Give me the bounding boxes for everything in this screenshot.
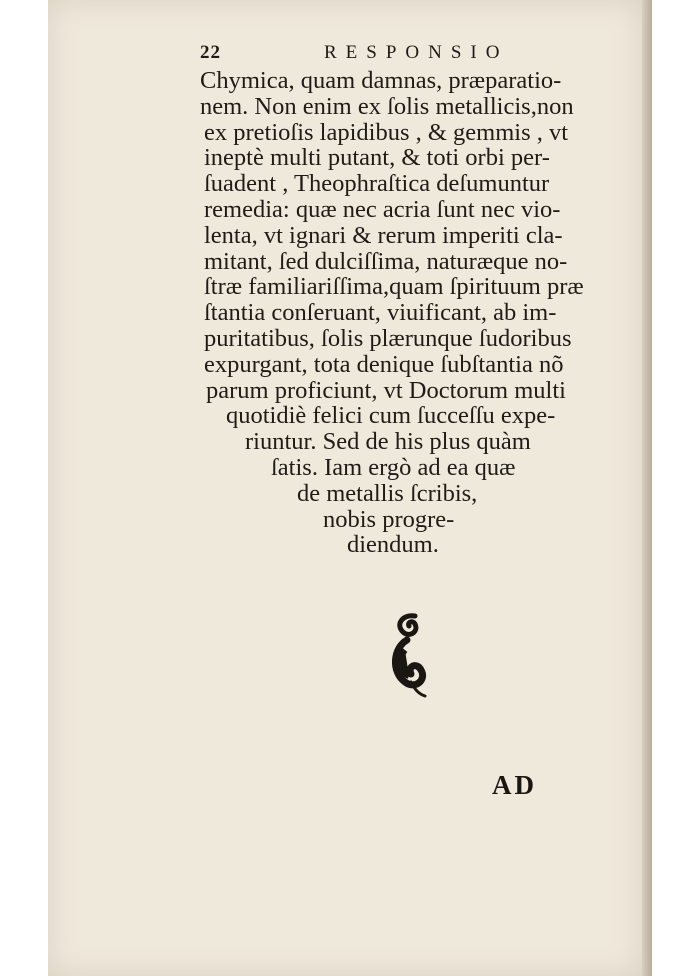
text-line: riuntur. Sed de his plus quàm <box>245 428 531 456</box>
text-line: mitant, ſed dulciſſima, naturæque no- <box>204 247 568 275</box>
page-edge <box>642 0 652 976</box>
body-text <box>200 68 584 558</box>
text-line: nem. Non enim ex ſolis metallicis,non <box>200 92 574 120</box>
text-line: remedia: quæ nec acria ſunt nec vio- <box>204 195 561 223</box>
text-line: puritatibus, ſolis plærunque ſudoribus <box>204 324 572 352</box>
text-line: parum proficiunt, vt Doctorum multi <box>206 376 566 404</box>
text-line: ſtræ familiariſſima,quam ſpirituum præ <box>204 273 584 301</box>
text-line: diendum. <box>347 531 439 559</box>
text-line: lenta, vt ignari & rerum imperiti cla- <box>204 221 563 249</box>
text-line: ſuadent , Theophraſtica deſumuntur <box>204 170 550 198</box>
catchword: AD <box>492 770 537 800</box>
text-line: nobis progre- <box>323 505 455 533</box>
text-line: ex pretioſis lapidibus , & gemmis , vt <box>204 118 569 146</box>
text-line: Chymica, quam damnas, præparatio- <box>200 67 562 94</box>
page-number: 22 <box>200 42 221 63</box>
running-title: RESPONSIO <box>324 42 509 63</box>
text-line: ſtantia conſeruant, viuificant, ab im- <box>204 299 557 327</box>
fleuron-ornament-icon <box>385 610 435 700</box>
text-line: de metallis ſcribis, <box>297 479 478 507</box>
text-line: quotidiè felici cum ſucceſſu expe- <box>226 402 556 430</box>
text-line: expurgant, tota denique ſubſtantia nõ <box>204 350 564 378</box>
text-line: ineptè multi putant, & toti orbi per- <box>204 144 550 172</box>
text-line: ſatis. Iam ergò ad ea quæ <box>271 453 516 481</box>
